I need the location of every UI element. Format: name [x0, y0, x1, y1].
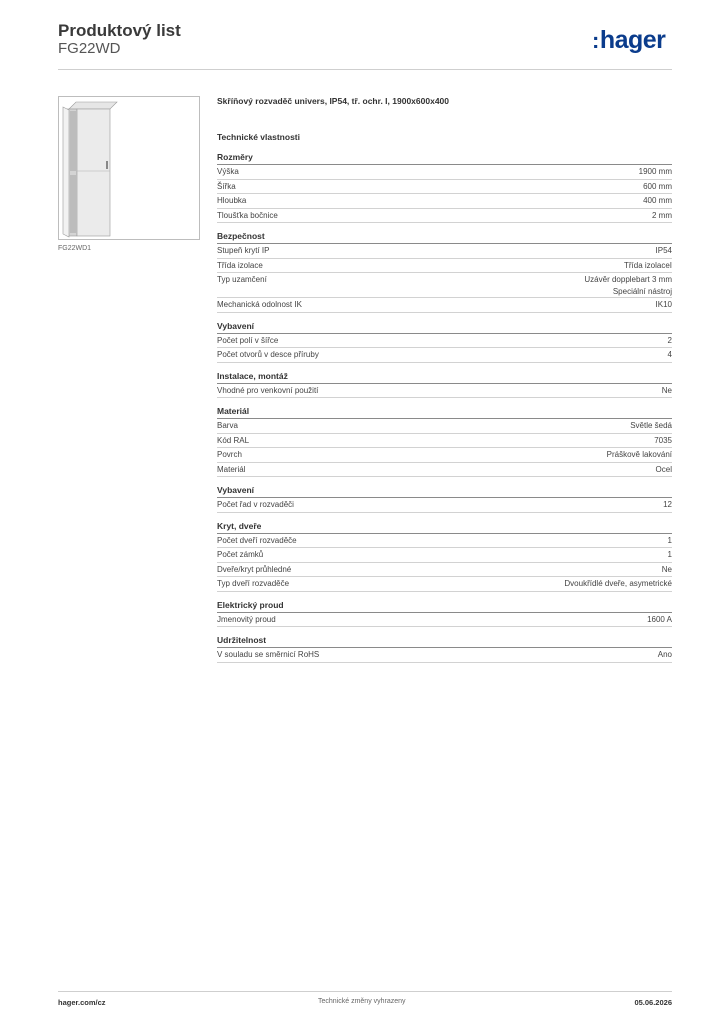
spec-row: [217, 463, 672, 478]
spec-value-line: 2: [667, 335, 672, 345]
spec-value: [663, 498, 672, 511]
spec-section: [217, 634, 672, 663]
logo-dots-icon: :: [592, 28, 599, 53]
spec-value: [639, 165, 672, 178]
spec-label: Jmenovitý proud: [217, 614, 276, 624]
spec-label: Stupeň krytí IP: [217, 246, 270, 255]
spec-section: [217, 320, 672, 363]
spec-value: [624, 259, 672, 272]
spec-value: [668, 334, 672, 347]
spec-row: [217, 298, 672, 313]
spec-label: Počet polí v šířce: [217, 335, 279, 345]
spec-row: [217, 577, 672, 592]
spec-section: [217, 230, 672, 313]
section-title: Udržitelnost: [217, 634, 672, 648]
spec-value: [656, 298, 672, 311]
spec-row: [217, 419, 672, 434]
section-title: Rozměry: [217, 151, 672, 165]
spec-row: [217, 534, 672, 549]
footer-date: 05.06.2026: [634, 998, 672, 1007]
spec-value-line: Ocel: [655, 464, 672, 474]
page-title: Produktový list: [58, 21, 181, 40]
spec-section: [217, 151, 672, 223]
spec-content: [217, 95, 672, 670]
spec-label: Počet zámků: [217, 550, 264, 559]
spec-row: [217, 563, 672, 578]
section-title: Bezpečnost: [217, 230, 672, 244]
spec-value: [647, 613, 672, 626]
spec-value: [643, 180, 672, 193]
spec-label: Počet dveří rozvaděče: [217, 535, 297, 545]
footer-website-link[interactable]: hager.com/cz: [58, 998, 106, 1007]
spec-value-line: 12: [663, 500, 672, 509]
spec-value: [652, 209, 672, 222]
spec-value-line: 1: [667, 535, 672, 545]
spec-row: [217, 209, 672, 224]
spec-label: Mechanická odolnost IK: [217, 300, 302, 309]
spec-sections: [217, 151, 672, 663]
section-title: Vybavení: [217, 320, 672, 334]
spec-label: Počet otvorů v desce příruby: [217, 350, 319, 359]
spec-label: Barva: [217, 421, 238, 430]
spec-row: [217, 273, 672, 298]
spec-value: [656, 244, 672, 257]
spec-label: Povrch: [217, 450, 242, 459]
footer-disclaimer: Technické změny vyhrazeny: [318, 998, 406, 1005]
spec-value: [630, 419, 672, 432]
spec-value: [662, 563, 672, 576]
spec-row: [217, 548, 672, 563]
spec-value-line: 600 mm: [643, 181, 672, 191]
spec-value-line: Práškově lakování: [606, 450, 672, 459]
spec-value: [668, 548, 672, 561]
spec-value: [668, 348, 672, 361]
spec-value: [584, 273, 672, 297]
section-title: Vybavení: [217, 484, 672, 498]
section-title: Kryt, dveře: [217, 520, 672, 534]
spec-value-line: 2 mm: [652, 210, 672, 220]
spec-value-line: IK10: [655, 300, 672, 309]
spec-value: [662, 384, 672, 397]
footer-divider: [58, 991, 672, 992]
spec-value-line: 400 mm: [643, 196, 672, 205]
section-title: Elektrický proud: [217, 599, 672, 613]
spec-row: [217, 180, 672, 195]
spec-value: [654, 434, 672, 447]
spec-row: [217, 648, 672, 663]
spec-value-line: Speciální nástroj: [612, 287, 672, 296]
header-divider: [58, 69, 672, 70]
spec-section: [217, 484, 672, 513]
cabinet-illustration-icon: [59, 97, 199, 239]
spec-value: [658, 648, 672, 661]
spec-value-line: Ne: [661, 564, 672, 574]
image-caption: FG22WD1: [58, 245, 92, 252]
spec-value-line: Ano: [657, 650, 672, 659]
spec-value-line: 7035: [654, 435, 672, 445]
spec-label: Výška: [217, 167, 239, 176]
spec-value: [607, 448, 672, 461]
section-title: Instalace, montáž: [217, 370, 672, 384]
spec-row: [217, 613, 672, 628]
spec-label: V souladu se směrnicí RoHS: [217, 650, 320, 659]
spec-row: [217, 259, 672, 274]
spec-row: [217, 165, 672, 180]
spec-value-line: Třída izolaceI: [623, 260, 672, 270]
spec-row: [217, 448, 672, 463]
spec-row: [217, 348, 672, 363]
product-description: Skříňový rozvaděč univers, IP54, tř. ochr. I, 1900x600x400: [217, 96, 449, 106]
spec-value: [643, 194, 672, 207]
spec-label: Vhodné pro venkovní použití: [217, 385, 319, 395]
spec-label: Dveře/kryt průhledné: [217, 564, 292, 574]
spec-value-line: 4: [667, 350, 672, 359]
product-image: [58, 96, 200, 240]
spec-label: Kód RAL: [217, 435, 250, 445]
spec-value-line: Uzávěr dopplebart 3 mm: [584, 275, 672, 284]
spec-value-line: 1600 A: [647, 614, 672, 624]
spec-row: [217, 194, 672, 209]
tech-heading: Technické vlastnosti: [217, 132, 300, 142]
spec-value: [564, 577, 672, 590]
spec-value: [668, 534, 672, 547]
product-code: FG22WD: [58, 40, 121, 57]
spec-value-line: Dvoukřídlé dveře, asymetrické: [564, 579, 672, 588]
spec-value-line: Světle šedá: [630, 421, 672, 430]
spec-section: [217, 370, 672, 399]
spec-row: [217, 334, 672, 349]
spec-label: Typ dveří rozvaděče: [217, 579, 290, 588]
spec-section: [217, 405, 672, 477]
spec-row: [217, 498, 672, 513]
spec-section: [217, 520, 672, 592]
spec-label: Třída izolace: [217, 260, 263, 270]
spec-value-line: Ne: [661, 385, 672, 395]
spec-label: Šířka: [217, 181, 236, 191]
spec-value-line: 1: [667, 550, 672, 559]
spec-label: Materiál: [217, 464, 246, 474]
spec-value: [656, 463, 672, 476]
hager-logo[interactable]: [592, 26, 665, 55]
logo-text: hager: [599, 26, 666, 54]
spec-row: [217, 384, 672, 399]
spec-label: Tloušťka bočnice: [217, 210, 278, 220]
spec-label: Počet řad v rozvaděči: [217, 500, 294, 509]
spec-value-line: 1900 mm: [638, 167, 672, 176]
spec-value-line: IP54: [655, 246, 672, 255]
spec-row: [217, 434, 672, 449]
section-title: Materiál: [217, 405, 672, 419]
spec-section: [217, 599, 672, 628]
spec-row: [217, 244, 672, 259]
spec-label: Typ uzamčení: [217, 275, 267, 284]
spec-label: Hloubka: [217, 196, 247, 205]
